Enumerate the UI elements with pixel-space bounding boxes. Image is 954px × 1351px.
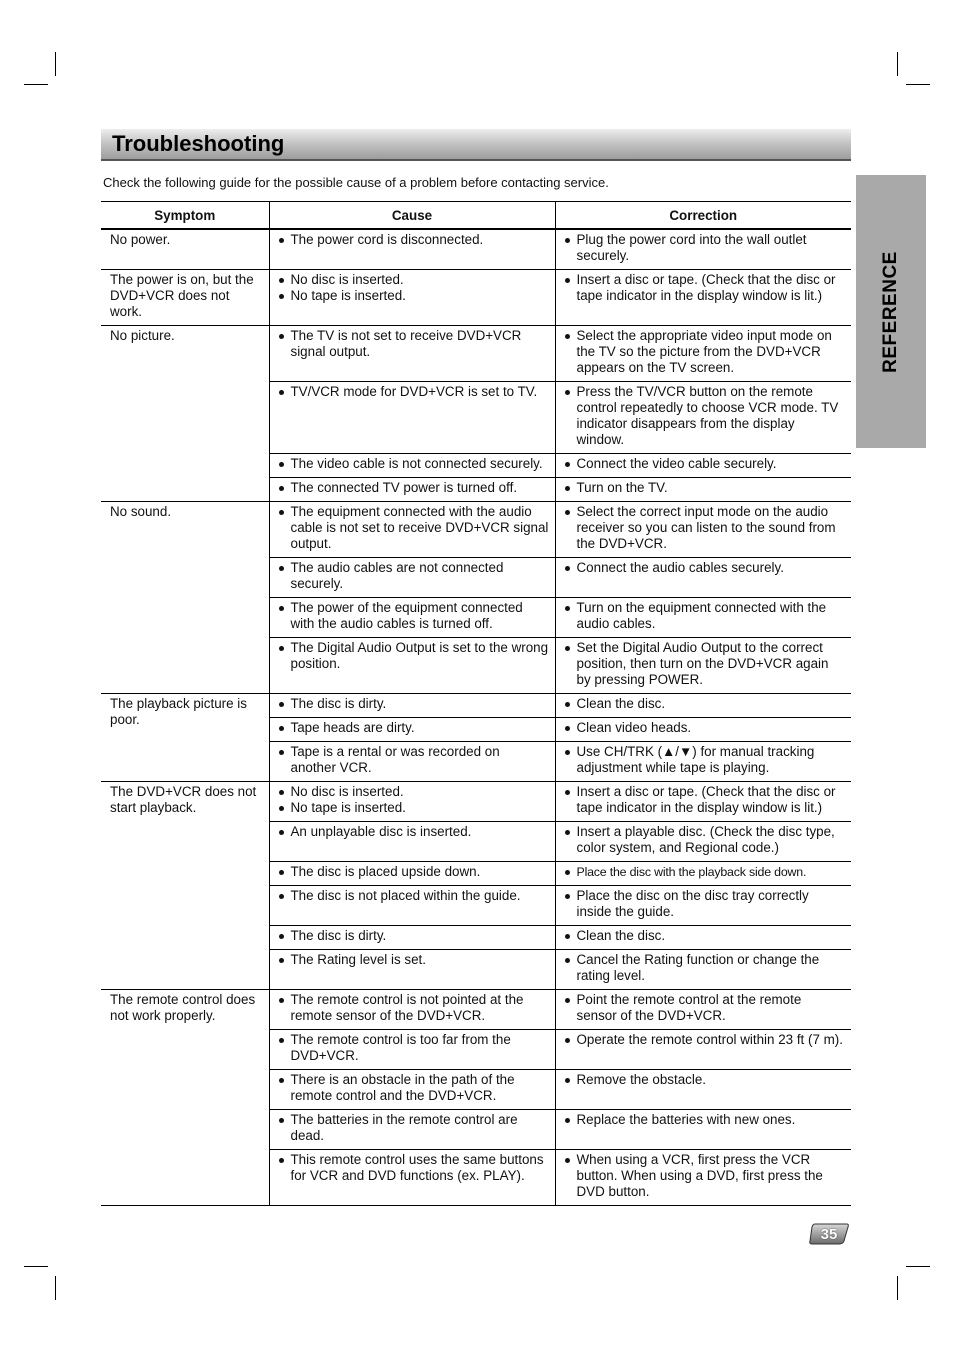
- cause-cell: [269, 822, 555, 862]
- cause-cell: [269, 270, 555, 326]
- page-number-badge: [809, 1222, 849, 1246]
- correction-item: Set the Digital Audio Output to the correct position, then turn on the DVD+VCR again by pressing POWER.: [564, 640, 846, 688]
- correction-cell: [555, 1110, 851, 1150]
- correction-item: Place the disc on the disc tray correctly inside the guide.: [564, 888, 846, 920]
- correction-item: Use CH/TRK (▲/▼) for manual tracking adjustment while tape is playing.: [564, 744, 846, 776]
- table-row: [101, 990, 851, 1030]
- table-row: [101, 326, 851, 382]
- correction-cell: [555, 990, 851, 1030]
- troubleshooting-table: [101, 201, 851, 1206]
- correction-cell: [555, 1150, 851, 1206]
- correction-item: Press the TV/VCR button on the remote control repeatedly to choose VCR mode. TV indicator disappears from the display window.: [564, 384, 846, 448]
- section-tab: [856, 175, 926, 448]
- correction-item: Turn on the TV.: [564, 480, 846, 496]
- cause-cell: [269, 862, 555, 886]
- cause-cell: [269, 950, 555, 990]
- cause-item: Tape is a rental or was recorded on another VCR.: [278, 744, 549, 776]
- crop-mark: [24, 1266, 48, 1267]
- cause-item: The equipment connected with the audio cable is not set to receive DVD+VCR signal output.: [278, 504, 549, 552]
- correction-cell: [555, 326, 851, 382]
- correction-item: Connect the audio cables securely.: [564, 560, 846, 576]
- cause-item: No disc is inserted.: [278, 784, 549, 800]
- crop-mark: [906, 1266, 930, 1267]
- cause-cell: [269, 1070, 555, 1110]
- symptom-cell: The remote control does not work properly.: [101, 990, 269, 1206]
- correction-cell: [555, 1070, 851, 1110]
- correction-cell: [555, 782, 851, 822]
- cause-item: The batteries in the remote control are dead.: [278, 1112, 549, 1144]
- cause-item: The remote control is not pointed at the remote sensor of the DVD+VCR.: [278, 992, 549, 1024]
- cause-cell: [269, 229, 555, 270]
- symptom-cell: The DVD+VCR does not start playback.: [101, 782, 269, 990]
- cause-cell: [269, 742, 555, 782]
- correction-cell: [555, 229, 851, 270]
- cause-cell: [269, 1110, 555, 1150]
- correction-item: Clean video heads.: [564, 720, 846, 736]
- cause-cell: [269, 638, 555, 694]
- cause-cell: [269, 478, 555, 502]
- correction-cell: [555, 382, 851, 454]
- cause-item: Tape heads are dirty.: [278, 720, 549, 736]
- cause-item: The Digital Audio Output is set to the wrong position.: [278, 640, 549, 672]
- correction-cell: [555, 454, 851, 478]
- crop-mark: [906, 84, 930, 85]
- header-correction: Correction: [555, 202, 851, 230]
- correction-cell: [555, 694, 851, 718]
- correction-cell: [555, 950, 851, 990]
- title-bar: [101, 129, 851, 161]
- cause-item: The disc is not placed within the guide.: [278, 888, 549, 904]
- page-title: Troubleshooting: [112, 131, 285, 156]
- correction-cell: [555, 478, 851, 502]
- correction-cell: [555, 822, 851, 862]
- cause-item: This remote control uses the same buttons for VCR and DVD functions (ex. PLAY).: [278, 1152, 549, 1184]
- correction-item: Cancel the Rating function or change the rating level.: [564, 952, 846, 984]
- correction-item: Insert a playable disc. (Check the disc type, color system, and Regional code.): [564, 824, 846, 856]
- symptom-cell: No sound.: [101, 502, 269, 694]
- correction-cell: [555, 862, 851, 886]
- correction-item: Operate the remote control within 23 ft (7 m).: [564, 1032, 846, 1048]
- symptom-cell: No power.: [101, 229, 269, 270]
- cause-cell: [269, 454, 555, 478]
- cause-item: The remote control is too far from the DVD+VCR.: [278, 1032, 549, 1064]
- table-row: [101, 229, 851, 270]
- cause-item: The disc is dirty.: [278, 696, 549, 712]
- cause-cell: [269, 694, 555, 718]
- cause-cell: [269, 1150, 555, 1206]
- header-cause: Cause: [269, 202, 555, 230]
- symptom-cell: No picture.: [101, 326, 269, 502]
- table-row: [101, 502, 851, 558]
- crop-mark: [55, 1276, 56, 1300]
- correction-item: Point the remote control at the remote sensor of the DVD+VCR.: [564, 992, 846, 1024]
- section-tab-label: REFERENCE: [880, 250, 901, 373]
- cause-item: The power cord is disconnected.: [278, 232, 549, 248]
- correction-item: Turn on the equipment connected with the audio cables.: [564, 600, 846, 632]
- correction-item: Insert a disc or tape. (Check that the disc or tape indicator in the display window is lit.): [564, 784, 846, 816]
- intro-text: Check the following guide for the possible cause of a problem before contacting service.: [103, 175, 609, 190]
- crop-mark: [897, 1276, 898, 1300]
- correction-cell: [555, 638, 851, 694]
- symptom-cell: The power is on, but the DVD+VCR does not work.: [101, 270, 269, 326]
- cause-item: No tape is inserted.: [278, 800, 549, 816]
- cause-item: There is an obstacle in the path of the remote control and the DVD+VCR.: [278, 1072, 549, 1104]
- table-header-row: [101, 202, 851, 230]
- correction-item: Connect the video cable securely.: [564, 456, 846, 472]
- cause-cell: [269, 502, 555, 558]
- cause-cell: [269, 718, 555, 742]
- cause-item: TV/VCR mode for DVD+VCR is set to TV.: [278, 384, 549, 400]
- cause-cell: [269, 886, 555, 926]
- correction-cell: [555, 718, 851, 742]
- correction-cell: [555, 1030, 851, 1070]
- cause-cell: [269, 990, 555, 1030]
- cause-item: No disc is inserted.: [278, 272, 549, 288]
- table-row: [101, 782, 851, 822]
- correction-item: Place the disc with the playback side down.: [564, 864, 846, 880]
- cause-cell: [269, 926, 555, 950]
- page-number: 35: [820, 1225, 838, 1243]
- correction-cell: [555, 926, 851, 950]
- crop-mark: [55, 52, 56, 76]
- table-row: [101, 694, 851, 718]
- cause-item: The Rating level is set.: [278, 952, 549, 968]
- correction-cell: [555, 270, 851, 326]
- cause-item: The audio cables are not connected securely.: [278, 560, 549, 592]
- correction-cell: [555, 502, 851, 558]
- correction-item: Clean the disc.: [564, 696, 846, 712]
- cause-item: No tape is inserted.: [278, 288, 549, 304]
- cause-cell: [269, 382, 555, 454]
- correction-item: When using a VCR, first press the VCR button. When using a DVD, first press the DVD button.: [564, 1152, 846, 1200]
- correction-item: Remove the obstacle.: [564, 1072, 846, 1088]
- cause-item: The video cable is not connected securely.: [278, 456, 549, 472]
- cause-cell: [269, 326, 555, 382]
- correction-item: Insert a disc or tape. (Check that the disc or tape indicator in the display window is lit.): [564, 272, 846, 304]
- cause-item: The disc is dirty.: [278, 928, 549, 944]
- correction-cell: [555, 886, 851, 926]
- cause-item: The power of the equipment connected with the audio cables is turned off.: [278, 600, 549, 632]
- symptom-cell: The playback picture is poor.: [101, 694, 269, 782]
- correction-item: Clean the disc.: [564, 928, 846, 944]
- correction-item: Replace the batteries with new ones.: [564, 1112, 846, 1128]
- correction-cell: [555, 598, 851, 638]
- correction-cell: [555, 742, 851, 782]
- correction-cell: [555, 558, 851, 598]
- correction-item: Select the correct input mode on the audio receiver so you can listen to the sound from the DVD+VCR.: [564, 504, 846, 552]
- cause-item: The TV is not set to receive DVD+VCR signal output.: [278, 328, 549, 360]
- cause-cell: [269, 558, 555, 598]
- cause-item: The connected TV power is turned off.: [278, 480, 549, 496]
- cause-item: An unplayable disc is inserted.: [278, 824, 549, 840]
- cause-cell: [269, 1030, 555, 1070]
- correction-item: Select the appropriate video input mode on the TV so the picture from the DVD+VCR appears on the TV screen.: [564, 328, 846, 376]
- correction-item: Plug the power cord into the wall outlet securely.: [564, 232, 846, 264]
- cause-cell: [269, 598, 555, 638]
- cause-cell: [269, 782, 555, 822]
- header-symptom: Symptom: [101, 202, 269, 230]
- table-row: [101, 270, 851, 326]
- cause-item: The disc is placed upside down.: [278, 864, 549, 880]
- crop-mark: [24, 84, 48, 85]
- crop-mark: [897, 52, 898, 76]
